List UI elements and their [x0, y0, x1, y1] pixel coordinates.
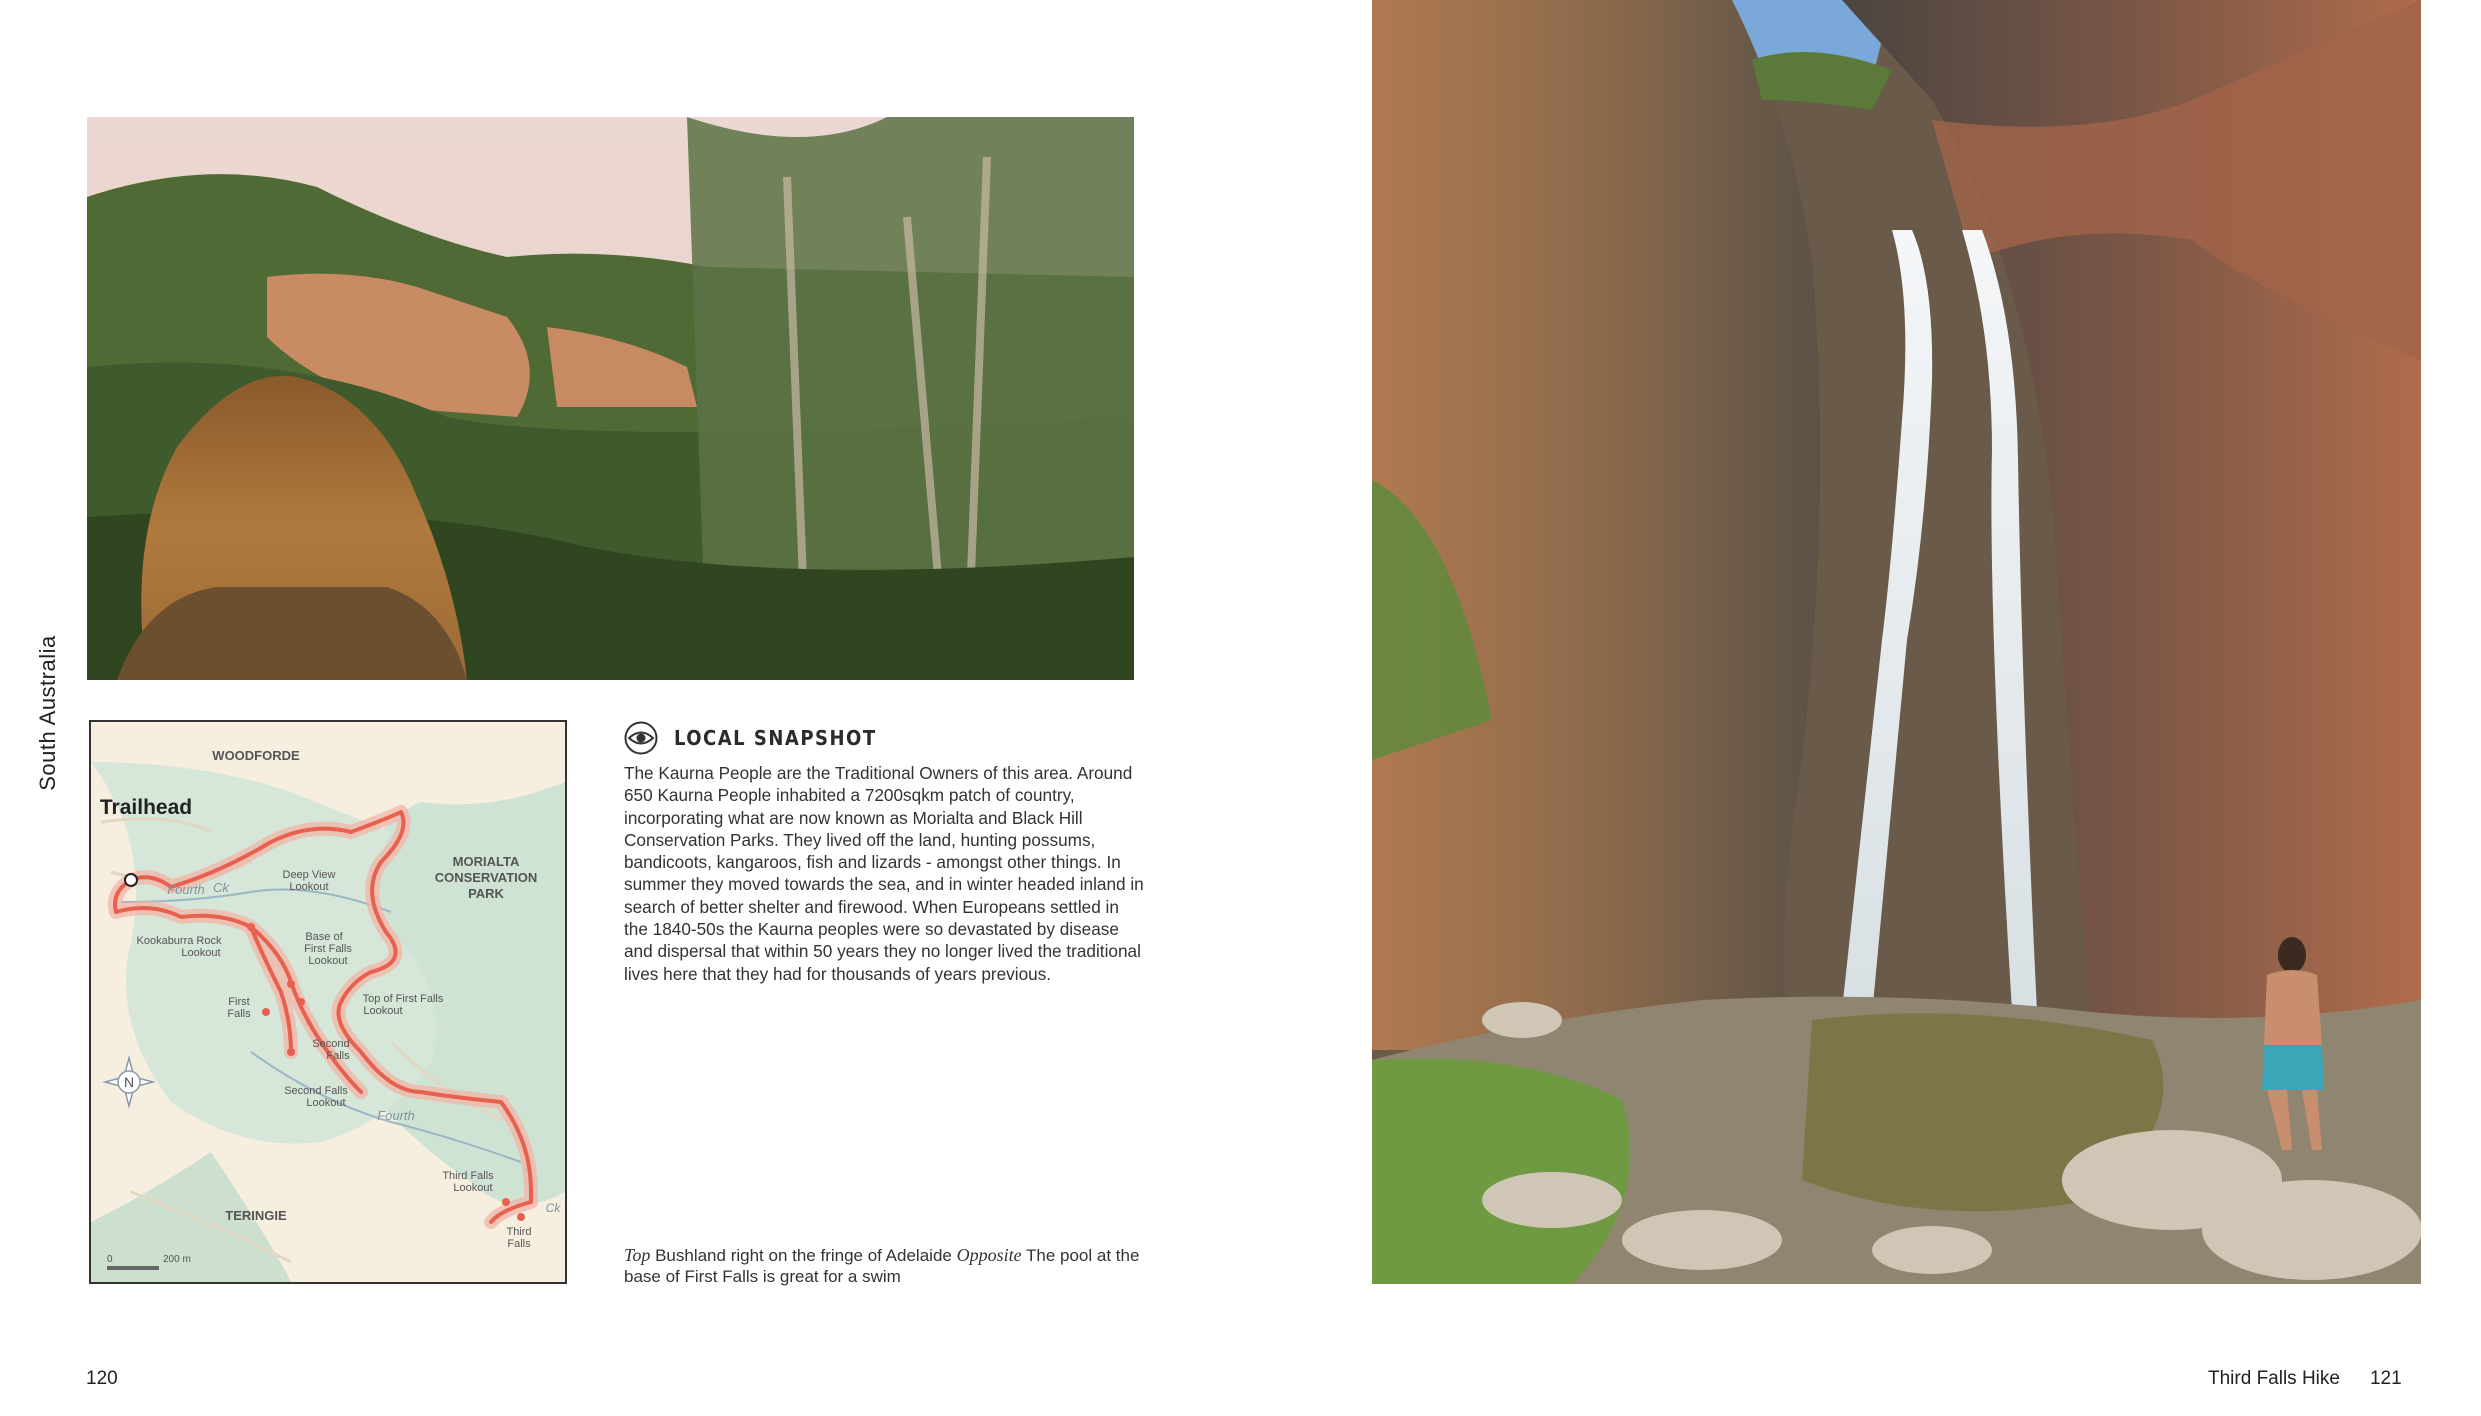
top-first-line2: Lookout [363, 1005, 403, 1017]
photo-caption [624, 1245, 1144, 1287]
page-number-left: 120 [86, 1368, 118, 1389]
caption-label-top: Top [624, 1245, 651, 1265]
third-falls-line2: Falls [507, 1238, 531, 1250]
trailhead-label: Trailhead [99, 796, 193, 819]
caption-text-opposite: The pool at the base of First Falls is great for a swim [624, 1246, 1140, 1286]
section-label: South Australia [35, 635, 60, 791]
first-falls-line1: First [228, 996, 250, 1008]
chapter-title: Third Falls Hike [2208, 1368, 2340, 1389]
trailhead-marker [125, 874, 137, 886]
scale-distance: 200 m [163, 1254, 191, 1265]
second-lookout-line2: Lookout [306, 1097, 346, 1109]
base-first-line2: First Falls [304, 943, 352, 955]
local-snapshot-header [624, 721, 877, 755]
second-lookout-line1: Second Falls [284, 1085, 348, 1097]
creek-abbrev: Ck [213, 880, 229, 895]
fourth-creek-word-2: Fourth [377, 1108, 415, 1123]
running-footer-right [2208, 1368, 2402, 1390]
deep-view-line2: Lookout [289, 881, 329, 893]
local-snapshot-title: LOCAL SNAPSHOT [674, 726, 877, 750]
north-label: N [123, 1074, 135, 1090]
page-number-right: 121 [2369, 1368, 2402, 1389]
second-falls-line1: Second [312, 1038, 350, 1050]
third-lookout-line2: Lookout [453, 1182, 493, 1194]
waterfall-photo-art [1372, 0, 2421, 1284]
morialta-line3: PARK [468, 886, 504, 901]
local-snapshot-body: The Kaurna People are the Traditional Owners of this area. Around 650 Kaurna People inhabited a 7200sqkm patch of country, incorporating what are now known as Morialta and Black Hill Conservation Parks. They lived off the land, hunting possums, bandicoots, kangaroos, fish and lizards - amongst other things. In summer they moved towards the sea, and in winter headed inland in search of better shelter and firewood. When Europeans settled in the 1840-50s the Kaurna peoples were so devastated by disease and dispersal that within 50 years they no longer lived the traditional lives here that they had for thousands of years previous. [624, 763, 1144, 984]
kookaburra-line2: Lookout [181, 947, 221, 959]
base-first-line3: Lookout [308, 955, 348, 967]
caption-text-top: Bushland right on the fringe of Adelaide [650, 1246, 957, 1265]
scale-zero: 0 [107, 1254, 113, 1265]
second-falls-line2: Falls [326, 1050, 350, 1062]
trail-map [89, 720, 567, 1284]
waterfall-photo [1372, 0, 2421, 1284]
top-first-line1: Top of First Falls [362, 993, 444, 1005]
third-falls-line1: Third [506, 1226, 532, 1238]
morialta-line1: MORIALTA [452, 854, 520, 869]
bushland-photo [87, 117, 1134, 680]
teringie-label: TERINGIE [225, 1208, 287, 1223]
creek-abbrev-2: Ck [545, 1201, 561, 1215]
caption-label-opposite: Opposite [956, 1245, 1022, 1265]
fourth-creek-word: Fourth [167, 882, 205, 897]
woodforde-label: WOODFORDE [212, 748, 300, 763]
deep-view-line1: Deep View [282, 869, 336, 881]
eye-icon [624, 721, 658, 755]
trail-map-art [91, 722, 565, 1282]
base-first-line1: Base of [305, 931, 343, 943]
first-falls-line2: Falls [227, 1008, 251, 1020]
bushland-photo-art [87, 117, 1134, 680]
morialta-line2: CONSERVATION [434, 870, 538, 885]
third-lookout-line1: Third Falls [442, 1170, 494, 1182]
kookaburra-line1: Kookaburra Rock [136, 935, 222, 947]
